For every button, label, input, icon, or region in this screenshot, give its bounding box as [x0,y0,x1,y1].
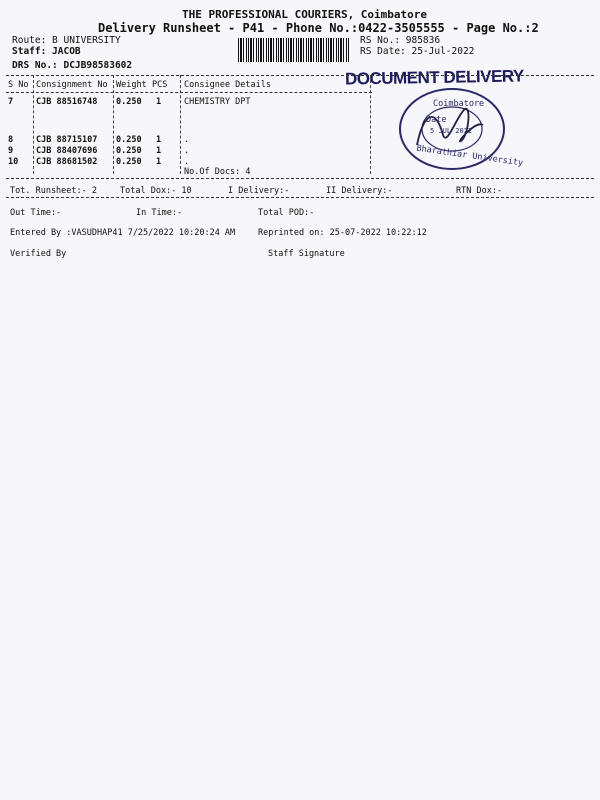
route-label: Route: B UNIVERSITY [12,35,121,46]
row-weight: 0.250 [116,157,142,167]
row-details: . [184,135,190,145]
row-consignment: CJB 88407696 [36,146,98,156]
seal-bottom-text: Bharathiar University [415,143,524,169]
header-rule [6,92,372,93]
total-dox: Total Dox:- 10 [120,186,192,196]
col-header-consignee: Consignee Details [184,80,271,90]
column-divider [33,75,34,174]
row-consignment: CJB 88681502 [36,157,98,167]
drs-number: DRS No.: DCJB98583602 [12,60,133,71]
row-sno: 9 [8,146,14,156]
column-divider [370,75,371,174]
row-pcs: 1 [156,135,162,145]
table-bottom-rule [6,178,594,179]
verified-by: Verified By [10,249,67,259]
row-consignment: CJB 88715107 [36,135,98,145]
reprinted-on: Reprinted on: 25-07-2022 10:22:12 [258,228,427,238]
return-dox: RTN Dox:- [456,186,503,196]
row-sno: 8 [8,135,14,145]
no-of-docs: No.Of Docs: 4 [184,167,251,177]
col-header-consignment: Consignment No [36,80,108,90]
row-pcs: 1 [156,157,162,167]
entered-by: Entered By :VASUDHAP41 7/25/2022 10:20:24 AM [10,228,236,238]
row-weight: 0.250 [116,97,142,107]
column-divider [113,75,114,174]
row-weight: 0.250 [116,135,142,145]
out-time: Out Time:- [10,208,62,218]
seal-date-label: Date [426,115,447,125]
column-divider [180,75,181,174]
row-consignment: CJB 88516748 [36,97,98,107]
total-runsheet: Tot. Runsheet:- 2 [10,186,97,196]
barcode [238,38,350,62]
second-delivery: II Delivery:- [326,186,393,196]
rs-date: RS Date: 25-Jul-2022 [360,46,475,57]
row-pcs: 1 [156,146,162,156]
row-details: CHEMISTRY DPT [184,97,251,107]
col-header-sno: S No [8,80,29,90]
row-details: . [184,157,190,167]
staff-label: Staff: JACOB [12,46,81,57]
row-details: . [184,146,190,156]
seal-date: 5 JUL 2022 [430,127,473,135]
staff-signature: Staff Signature [268,249,345,259]
total-pod: Total POD:- [258,208,315,218]
rs-number: RS No.: 985836 [360,35,441,46]
summary-rule [6,197,594,198]
col-header-pcs: PCS [152,80,168,90]
row-sno: 7 [8,97,14,107]
seal-top-text: Coimbatore [433,99,485,109]
in-time: In Time:- [136,208,183,218]
row-sno: 10 [8,157,19,167]
table-top-rule [6,75,594,76]
first-delivery: I Delivery:- [228,186,290,196]
col-header-weight: Weight [116,80,147,90]
company-name: THE PROFESSIONAL COURIERS, Coimbatore [182,8,428,21]
row-pcs: 1 [156,97,162,107]
runsheet-title: Delivery Runsheet - P41 - Phone No.:0422-3505555 - Page No.:2 [98,21,539,35]
row-weight: 0.250 [116,146,142,156]
document-delivery-stamp: DOCUMENT DELIVERY [344,66,524,89]
